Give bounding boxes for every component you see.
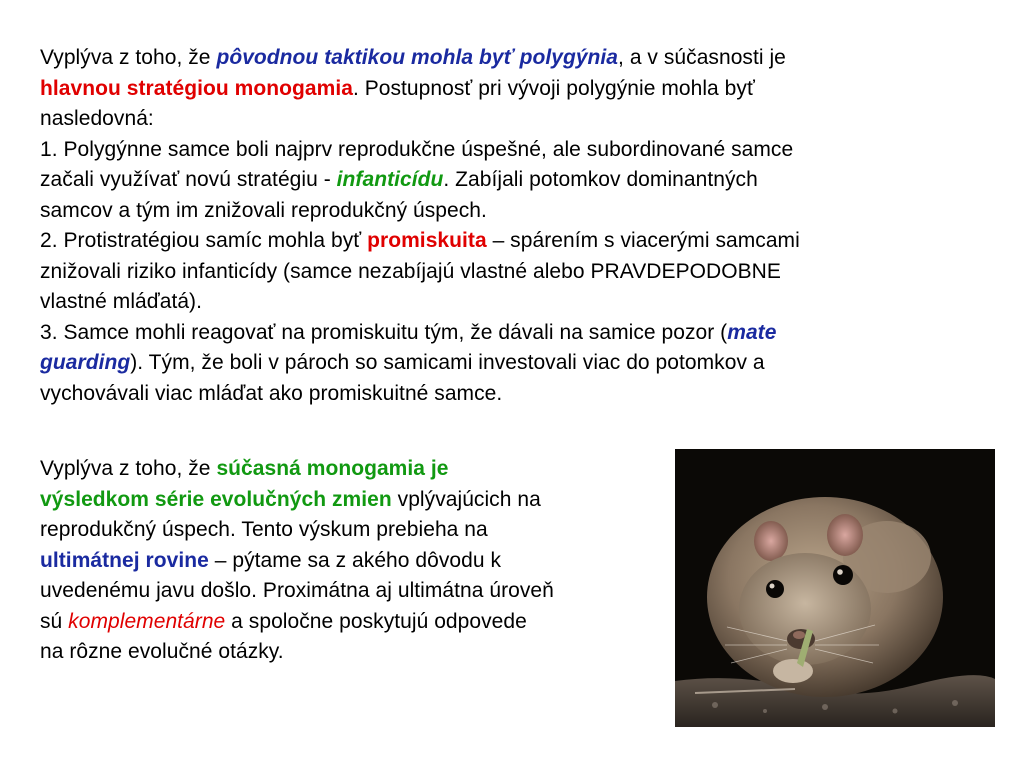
text-run: začali využívať novú stratégiu - (40, 168, 337, 191)
text-line (40, 576, 680, 607)
text-run: – spárením s viacerými samcami (486, 229, 800, 252)
text-line (40, 379, 1000, 410)
text-line (40, 196, 1000, 227)
text-line (40, 546, 680, 577)
text-line (40, 485, 680, 516)
text-line (40, 287, 1000, 318)
intro-paragraph (40, 43, 1000, 409)
text-line (40, 348, 1000, 379)
text-run: . Postupnosť pri vývoji polygýnie mohla byť (352, 76, 755, 100)
highlight-main-strategy: hlavnou stratégiou monogamia (40, 76, 353, 100)
vole-right-ear (827, 514, 863, 556)
text-line (40, 226, 1000, 257)
text-run: vplývajúcich na (391, 487, 541, 511)
vole-paws (773, 659, 813, 683)
conclusion-paragraph (40, 454, 680, 668)
highlight-ultimate-level: ultimátnej rovine (40, 548, 209, 572)
highlight-mate-guarding: guarding (40, 351, 131, 374)
highlight-promiscuity: promiskuita (367, 229, 487, 252)
text-run: znižovali riziko infanticídy (samce nezabíjajú vlastné alebo PRAVDEPODOBNE (40, 259, 781, 283)
text-run: na rôzne evolučné otázky. (40, 640, 284, 663)
text-line (40, 454, 680, 485)
text-line (40, 135, 1000, 166)
vole-right-eye (833, 565, 853, 585)
vole-left-eye (766, 580, 784, 598)
highlight-mate-guarding: mate (727, 320, 777, 344)
text-run: , a v súčasnosti je (618, 46, 786, 69)
highlight-infanticide: infanticídu (336, 168, 444, 191)
text-run: reprodukčný úspech. Tento výskum prebieha na (40, 518, 488, 541)
text-run: ). Tým, že boli v pároch so samicami investovali viac do potomkov a (130, 351, 765, 374)
text-line (40, 607, 680, 638)
text-run: Vyplýva z toho, že (40, 457, 217, 480)
text-run: sú (40, 609, 69, 633)
text-run: vlastné mláďatá). (40, 290, 202, 313)
text-line (40, 104, 1000, 135)
vole-photo (675, 449, 995, 727)
text-line (40, 318, 1000, 349)
text-run: uvedenému javu došlo. Proximátna aj ultimátna úroveň (40, 579, 554, 602)
text-run: a spoločne poskytujú odpovede (225, 609, 527, 633)
text-run: vychovávali viac mláďat ako promiskuitné samce. (40, 381, 503, 405)
highlight-complementary: komplementárne (68, 609, 226, 633)
text-run: nasledovná: (40, 107, 154, 130)
text-line (40, 257, 1000, 288)
text-run: Vyplýva z toho, že (40, 46, 217, 69)
vole-illustration (675, 449, 995, 727)
text-line (40, 165, 1000, 196)
text-line (40, 637, 680, 668)
text-run: samcov a tým im znižovali reprodukčný úspech. (40, 198, 487, 222)
highlight-current-monogamy: súčasná monogamia je (216, 457, 449, 480)
text-run: . Zabíjali potomkov dominantných (443, 168, 758, 191)
text-run: – pýtame sa z akého dôvodu k (208, 548, 502, 572)
text-line (40, 74, 1000, 105)
nose-highlight (793, 631, 805, 639)
text-line (40, 43, 1000, 74)
eye-highlight (837, 569, 843, 575)
text-run: 1. Polygýnne samce boli najprv reprodukčne úspešné, ale subordinované samce (40, 137, 794, 161)
highlight-current-monogamy: výsledkom série evolučných zmien (40, 487, 392, 511)
vole-left-ear (754, 521, 788, 561)
eye-highlight (770, 584, 775, 589)
text-line (40, 515, 680, 546)
highlight-original-tactic: pôvodnou taktikou mohla byť polygýnia (216, 46, 619, 69)
text-run: 2. Protistratégiou samíc mohla byť (40, 229, 368, 252)
text-run: 3. Samce mohli reagovať na promiskuitu tým, že dávali na samice pozor ( (40, 320, 728, 344)
